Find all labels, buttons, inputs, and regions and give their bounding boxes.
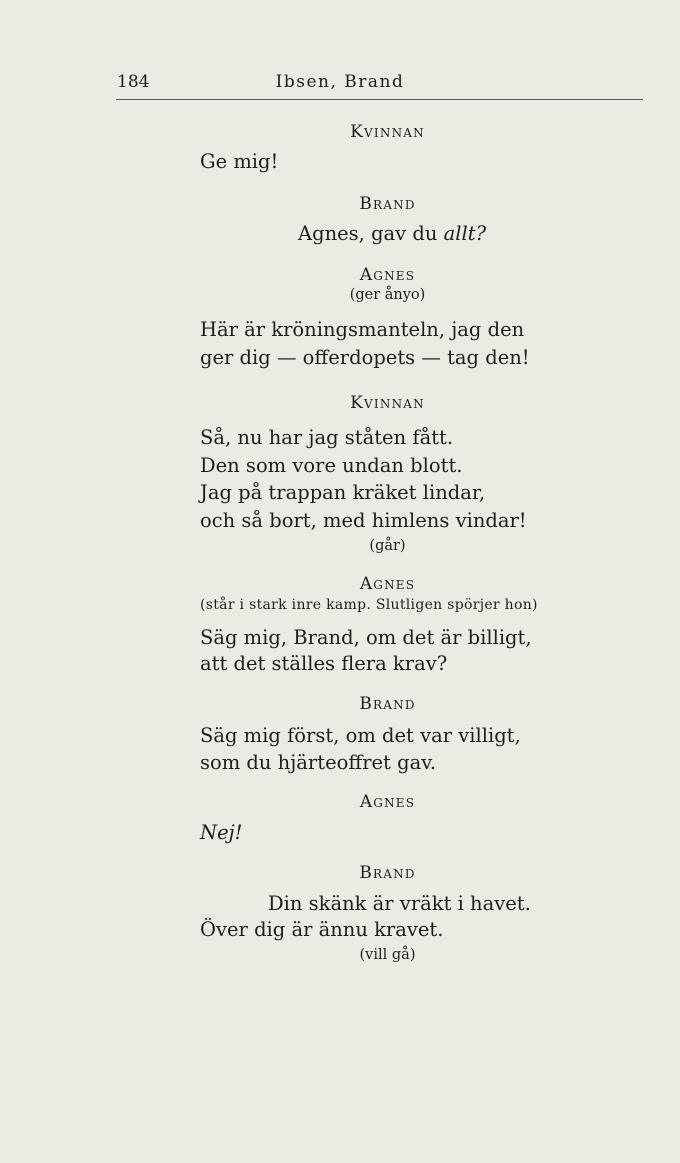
verse-line: Din skänk är vräkt i havet.	[268, 892, 531, 915]
running-title: Ibsen, Brand	[275, 72, 405, 92]
verse-line: som du hjärteoffret gav.	[200, 751, 437, 774]
verse-line: Jag på trappan kräket lindar,	[200, 481, 486, 504]
verse-line: Ge mig!	[200, 150, 279, 173]
speaker-name: Brand	[359, 194, 416, 214]
verse-line: Agnes, gav du allt?	[298, 222, 487, 245]
speaker-name: Agnes	[359, 574, 416, 594]
verse-line: att det ställes flera krav?	[200, 652, 448, 675]
verse-line: Den som vore undan blott.	[200, 454, 463, 477]
speaker-name: Agnes	[359, 792, 416, 812]
speaker-name: Brand	[359, 863, 416, 883]
stage-direction: (går)	[369, 538, 406, 554]
verse-line: Säg mig först, om det var villigt,	[200, 724, 521, 747]
verse-line: Så, nu har jag ståten fått.	[200, 426, 454, 449]
stage-direction: (vill gå)	[359, 947, 416, 963]
speaker-name: Kvinnan	[350, 393, 425, 413]
header-rule	[116, 99, 643, 100]
speaker-name: Kvinnan	[350, 122, 425, 142]
verse-line: ger dig — offerdopets — tag den!	[200, 346, 530, 369]
verse-line: Nej!	[200, 821, 243, 844]
speaker-name: Agnes	[359, 265, 416, 285]
page-number: 184	[117, 72, 150, 92]
page-header	[0, 72, 680, 96]
stage-direction: (står i stark inre kamp. Slutligen spörjer hon)	[200, 597, 538, 613]
stage-direction: (ger ånyo)	[349, 287, 426, 303]
verse-line: och så bort, med himlens vindar!	[200, 509, 527, 532]
speaker-name: Brand	[359, 694, 416, 714]
verse-line: Säg mig, Brand, om det är billigt,	[200, 626, 532, 649]
verse-line: Över dig är ännu kravet.	[200, 918, 444, 941]
verse-line: Här är kröningsmanteln, jag den	[200, 318, 525, 341]
